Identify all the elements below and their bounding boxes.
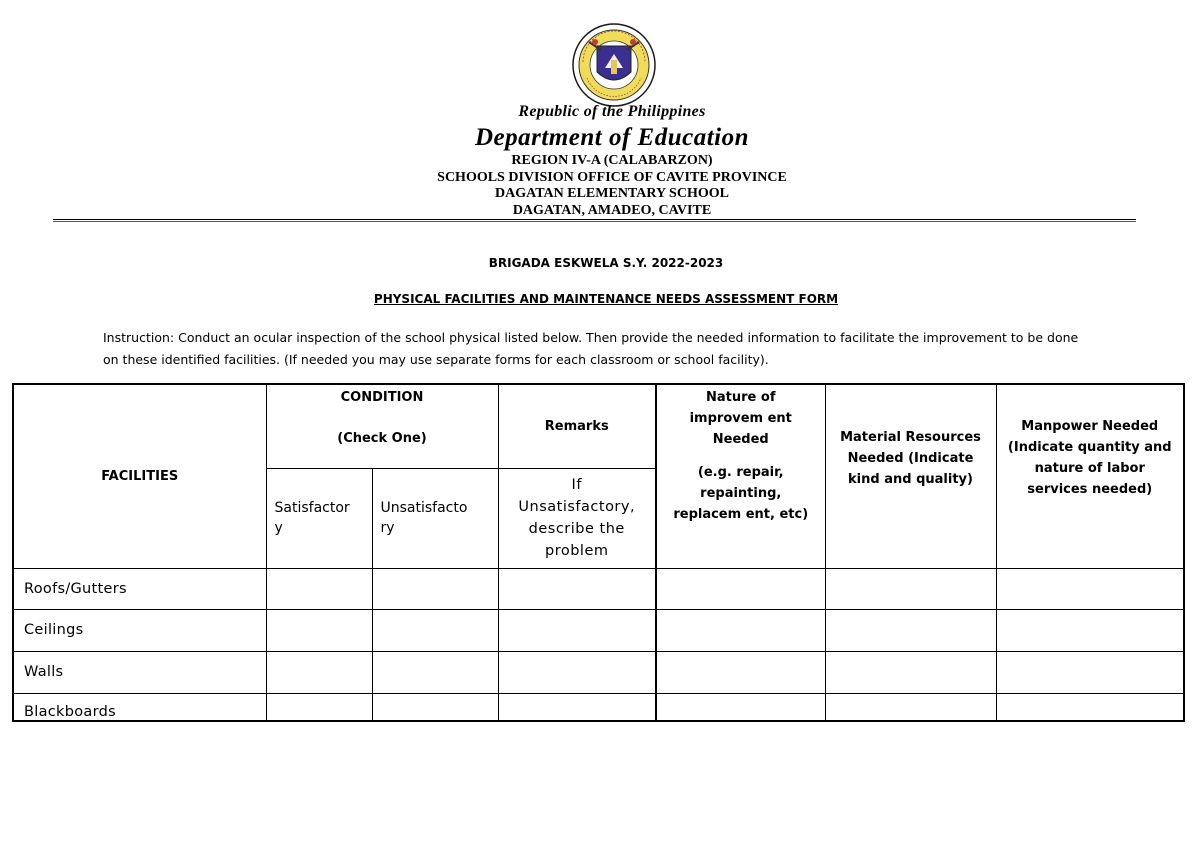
table-row [13,693,1184,721]
header-satisfactory: Satisfactor y [266,468,372,568]
header-remarks-description: If Unsatisfactory, describe the problem [498,468,656,568]
material-cell[interactable] [825,693,996,721]
unsatisfactory-cell[interactable] [372,568,498,609]
school-heading: DAGATAN ELEMENTARY SCHOOL [495,186,729,201]
remarks-cell[interactable] [498,609,656,651]
material-cell[interactable] [825,609,996,651]
header-nature-of-improvement: Nature of improvem ent Needed (e.g. repair, repainting, replacem ent, etc) [656,384,825,568]
header-manpower-needed: Manpower Needed (Indicate quantity and nature of labor services needed) [996,384,1184,568]
facility-label: Roofs/Gutters [13,568,266,609]
manpower-cell[interactable] [996,693,1184,721]
facility-label: Walls [13,651,266,693]
address-heading: DAGATAN, AMADEO, CAVITE [512,203,712,218]
manpower-cell[interactable] [996,651,1184,693]
unsatisfactory-cell[interactable] [372,693,498,721]
unsatisfactory-cell[interactable] [372,651,498,693]
unsatisfactory-cell[interactable] [372,609,498,651]
instruction-text [103,327,1123,371]
department-heading: Department of Education [474,124,749,151]
table-row [13,651,1184,693]
republic-heading: Republic of the Philippines [518,103,706,120]
nature-cell[interactable] [656,609,825,651]
facility-label: Blackboards [13,693,266,721]
header-material-resources: Material Resources Needed (Indicate kind and quality) [825,384,996,568]
remarks-cell[interactable] [498,568,656,609]
deped-seal-logo [571,22,657,108]
check-one-label: (Check One) [337,431,427,446]
satisfactory-cell[interactable] [266,693,372,721]
header-divider [53,219,1136,220]
manpower-cell[interactable] [996,609,1184,651]
nature-cell[interactable] [656,568,825,609]
satisfactory-cell[interactable] [266,609,372,651]
satisfactory-cell[interactable] [266,651,372,693]
facility-label: Ceilings [13,609,266,651]
program-title: BRIGADA ESKWELA S.Y. 2022-2023 [488,256,724,270]
nature-cell[interactable] [656,693,825,721]
instruction-line: on these identified facilities. (If needed you may use separate forms for each classroom or school facility). [103,352,769,367]
instruction-line: Instruction: Conduct an ocular inspection of the school physical listed below. Then provide the needed information to facilitate the improvement to be done [103,330,1079,345]
table-row [13,568,1184,609]
remarks-cell[interactable] [498,651,656,693]
division-heading: SCHOOLS DIVISION OFFICE OF CAVITE PROVINCE [437,170,787,185]
material-cell[interactable] [825,568,996,609]
satisfactory-cell[interactable] [266,568,372,609]
material-cell[interactable] [825,651,996,693]
assessment-table [12,383,1185,722]
condition-label: CONDITION [340,390,424,405]
form-title: PHYSICAL FACILITIES AND MAINTENANCE NEEDS ASSESSMENT FORM [373,292,839,306]
header-unsatisfactory: Unsatisfacto ry [372,468,498,568]
region-heading: REGION IV-A (CALABARZON) [511,153,713,168]
remarks-cell[interactable] [498,693,656,721]
header-divider-secondary [53,221,1136,222]
header-condition [266,384,498,468]
header-remarks: Remarks [498,384,656,468]
table-row [13,609,1184,651]
manpower-cell[interactable] [996,568,1184,609]
header-facilities: FACILITIES [13,384,266,568]
nature-cell[interactable] [656,651,825,693]
